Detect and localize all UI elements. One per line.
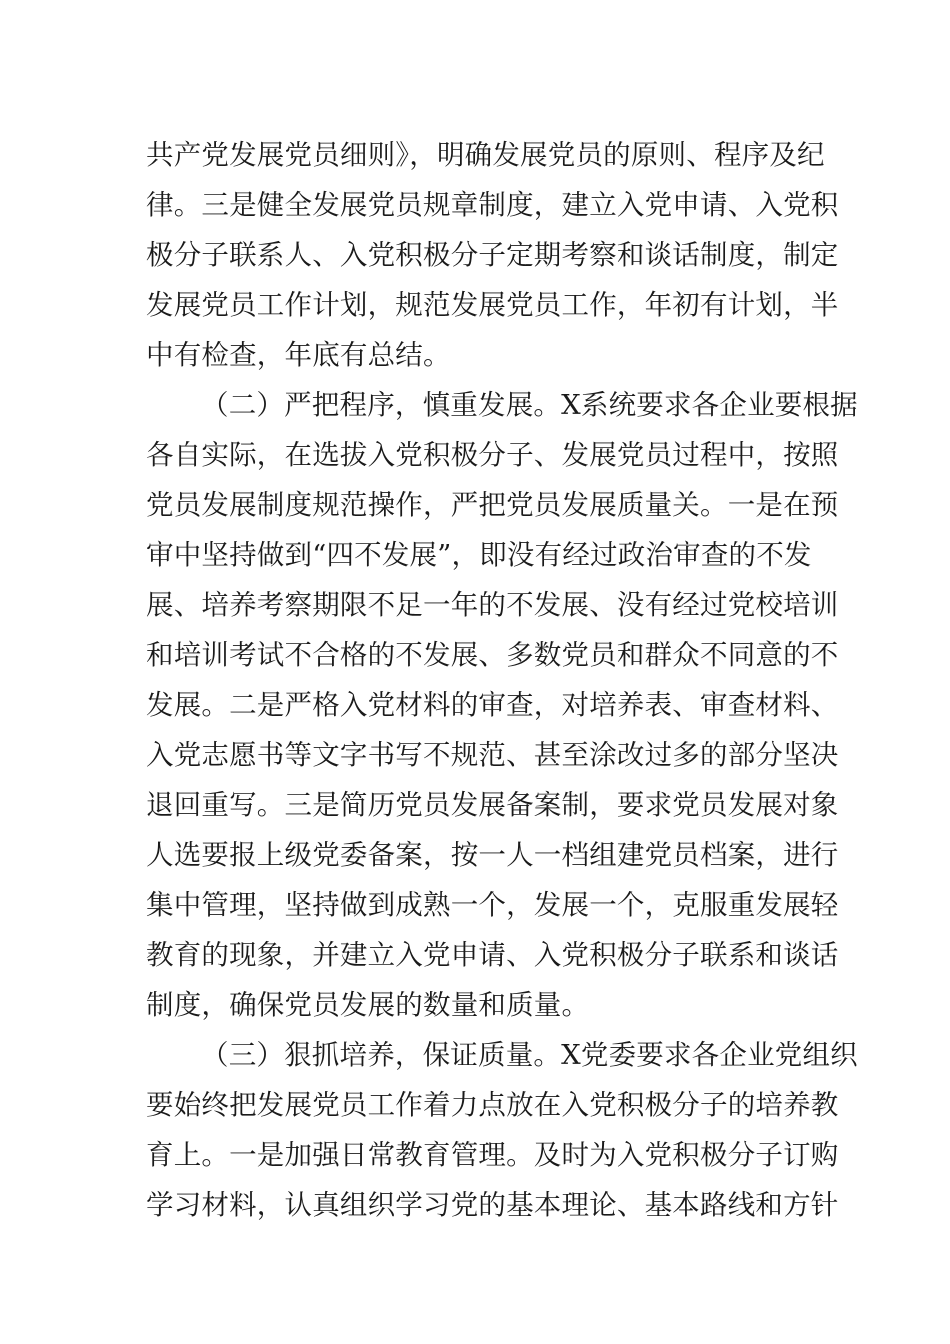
text-line-8: 党员发展制度规范操作，严把党员发展质量关。一是在预	[146, 489, 839, 521]
text-line-12: 发展。二是严格入党材料的审查，对培养表、审查材料、	[146, 689, 839, 721]
text-line-15: 人选要报上级党委备案，按一人一档组建党员档案，进行	[146, 839, 839, 871]
text-line-9: 审中坚持做到“四不发展”，即没有经过政治审查的不发	[146, 539, 812, 571]
text-line-18: 制度，确保党员发展的数量和质量。	[146, 989, 590, 1021]
text-line-5: 中有检查，年底有总结。	[146, 339, 451, 371]
text-line-22: 学习材料，认真组织学习党的基本理论、基本路线和方针	[146, 1189, 839, 1221]
text-line-17: 教育的现象，并建立入党申请、入党积极分子联系和谈话	[146, 939, 839, 971]
text-line-1: 共产党发展党员细则》，明确发展党员的原则、程序及纪	[146, 139, 825, 171]
text-line-7: 各自实际，在选拔入党积极分子、发展党员过程中，按照	[146, 439, 839, 471]
text-line-11: 和培训考试不合格的不发展、多数党员和群众不同意的不	[146, 639, 839, 671]
paragraph-2-heading-line: （二）严把程序，慎重发展。X系统要求各企业要根据	[201, 389, 858, 421]
text-line-10: 展、培养考察期限不足一年的不发展、没有经过党校培训	[146, 589, 839, 621]
text-line-20: 要始终把发展党员工作着力点放在入党积极分子的培养教	[146, 1089, 839, 1121]
text-line-13: 入党志愿书等文字书写不规范、甚至涂改过多的部分坚决	[146, 739, 839, 771]
text-line-3: 极分子联系人、入党积极分子定期考察和谈话制度，制定	[146, 239, 839, 271]
text-line-4: 发展党员工作计划，规范发展党员工作，年初有计划，半	[146, 289, 839, 321]
text-line-16: 集中管理，坚持做到成熟一个，发展一个，克服重发展轻	[146, 889, 839, 921]
text-line-21: 育上。一是加强日常教育管理。及时为入党积极分子订购	[146, 1139, 839, 1171]
paragraph-3-heading-line: （三）狠抓培养，保证质量。X党委要求各企业党组织	[201, 1039, 858, 1071]
text-line-14: 退回重写。三是简历党员发展备案制，要求党员发展对象	[146, 789, 839, 821]
text-line-2: 律。三是健全发展党员规章制度，建立入党申请、入党积	[146, 189, 839, 221]
